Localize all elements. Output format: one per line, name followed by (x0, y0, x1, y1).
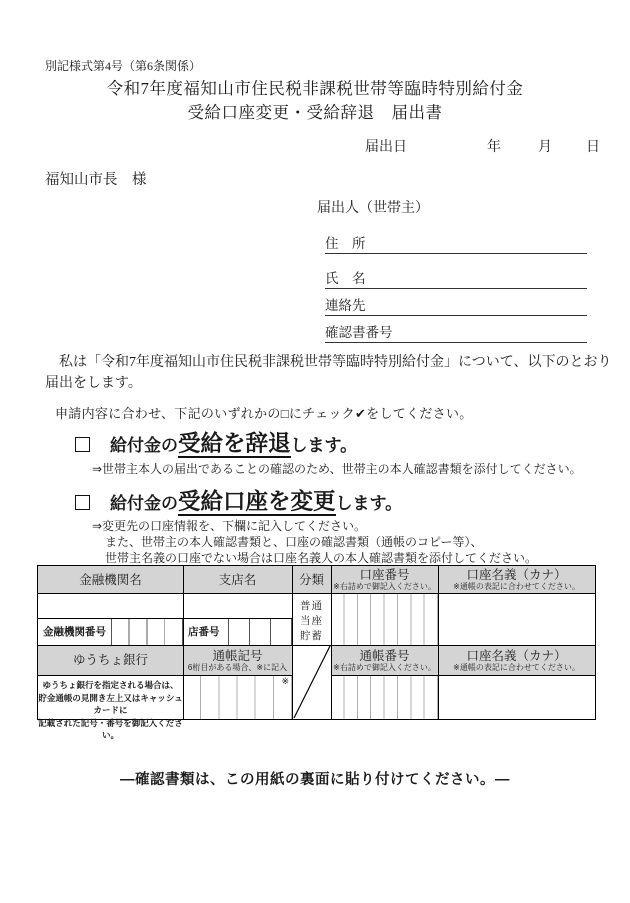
field-address (325, 233, 587, 254)
header-branch: 支店名 (183, 566, 292, 593)
check-instruction: 申請内容に合わせ、下記のいずれかの□にチェック✔をしてください。 (55, 406, 473, 421)
yucho-number-boxes[interactable] (331, 675, 438, 719)
yucho-holder-header: 口座名義（カナ） ※通帳の表記に合わせてください。 (438, 645, 595, 675)
address-label: 住 所 (325, 236, 366, 251)
name-label: 氏 名 (325, 271, 366, 286)
decline-checkbox[interactable] (75, 437, 90, 452)
notification-date-label: 届出日 (365, 140, 407, 155)
date-month-label: 月 (538, 140, 552, 155)
category-futsu[interactable]: 普通 (300, 600, 323, 612)
institution-name-input-cell[interactable] (38, 593, 183, 618)
decline-suffix: します。 (290, 436, 358, 455)
category-chochiku[interactable]: 貯蓄 (300, 630, 323, 642)
form-title-line1: 令和7年度福知山市住民税非課税世帯等臨時特別給付金 (106, 79, 524, 98)
addressee-mayor: 福知山市長 様 (45, 172, 147, 188)
table-hline-yucho-mid-left (38, 675, 292, 676)
change-note-line3: 世帯主名義の口座でない場合は口座名義人の本人確認書類を添付してください。 (105, 551, 538, 565)
yucho-holder-input-cell[interactable] (438, 675, 595, 719)
change-prefix: 給付金の (110, 494, 178, 513)
bank-account-table (37, 565, 596, 740)
header-category: 分類 (292, 566, 331, 593)
yucho-symbol-boxes[interactable] (183, 675, 292, 719)
diagonal-line (292, 645, 331, 719)
table-hline-subrow (38, 618, 292, 619)
branch-code-boxes[interactable] (228, 618, 292, 645)
account-number-boxes[interactable] (331, 593, 438, 645)
decline-note-line1: ⇒世帯主本人の届出であることの確認のため、世帯主の本人確認書類を添付してください。 (92, 462, 582, 476)
declaration-line2: 届出をします。 (45, 376, 142, 391)
header-institution: 金融機関名 (38, 566, 183, 593)
change-suffix: します。 (335, 494, 403, 513)
change-emphasis: 受給口座を変更 (178, 489, 336, 514)
change-note-line1: ⇒変更先の口座情報を、下欄に記入してください。 (92, 519, 367, 533)
institution-code-boxes[interactable] (111, 618, 183, 645)
table-vline-3 (331, 566, 332, 719)
decline-prefix: 給付金の (110, 436, 178, 455)
yucho-number-header: 通帳番号 ※右詰めで御記入ください。 (331, 645, 438, 675)
header-account-number: 口座番号 ※右詰めで御記入ください。 (331, 566, 438, 593)
yucho-symbol-header: 通帳記号 6桁目がある場合、※に記入 (183, 645, 292, 675)
category-toza[interactable]: 当座 (300, 615, 323, 627)
field-contact (325, 295, 587, 316)
yucho-instruction-cell (38, 675, 183, 740)
change-account-notes (92, 518, 537, 566)
sixth-digit-mark: ※ (281, 676, 289, 686)
declaration-paragraph (45, 352, 611, 394)
footer-note: ―確認書類は、この用紙の裏面に貼り付けてください。― (120, 772, 510, 788)
table-vline-2 (292, 566, 293, 719)
decline-note (92, 461, 582, 477)
date-year-label: 年 (487, 140, 501, 155)
institution-code-label: 金融機関番号 (43, 626, 106, 638)
field-name (325, 268, 587, 289)
date-day-label: 日 (586, 140, 600, 155)
form-title-line2: 受給口座変更・受給辞退 届出書 (187, 103, 443, 122)
table-vline-4 (438, 566, 439, 719)
contact-label: 連絡先 (325, 298, 366, 313)
diagonal-divider-cell (292, 645, 331, 719)
table-hline-yucho-top (38, 645, 595, 646)
table-vline-1 (183, 566, 184, 719)
applicant-heading: 届出人（世帯主） (317, 201, 429, 216)
yucho-instruction-line3: 記載された記号・番号を御記入ください。 (38, 717, 183, 740)
account-category-cell (292, 593, 331, 645)
change-note-line2: また、世帯主の本人確認書類と、口座の確認書類（通帳のコピー等）、 (105, 535, 483, 549)
field-confirmation-number (325, 322, 587, 343)
table-hline-header (38, 593, 595, 594)
branch-code-label: 店番号 (188, 626, 220, 638)
branch-name-input-cell[interactable] (183, 593, 292, 618)
table-hline-yucho-mid-right (331, 675, 595, 676)
confirmation-number-label: 確認書番号 (325, 325, 393, 340)
yucho-bank-name: ゆうちょ銀行 (38, 645, 183, 675)
change-account-checkbox[interactable] (75, 495, 90, 510)
yucho-instruction-line1: ゆうちょ銀行を指定される場合は、 (42, 680, 179, 690)
form-number: 別記様式第4号（第6条関係） (45, 59, 202, 73)
declaration-line1: 私は「令和7年度福知山市住民税非課税世帯等臨時特別給付金」について、以下のとおり (45, 355, 612, 370)
yucho-instruction-line2: 貯金通帳の見開き左上又はキャッシュカードに (38, 692, 183, 715)
header-account-holder: 口座名義（カナ） ※通帳の表記に合わせてください。 (438, 566, 595, 593)
account-holder-input-cell[interactable] (438, 593, 595, 645)
decline-emphasis: 受給を辞退 (178, 431, 291, 456)
